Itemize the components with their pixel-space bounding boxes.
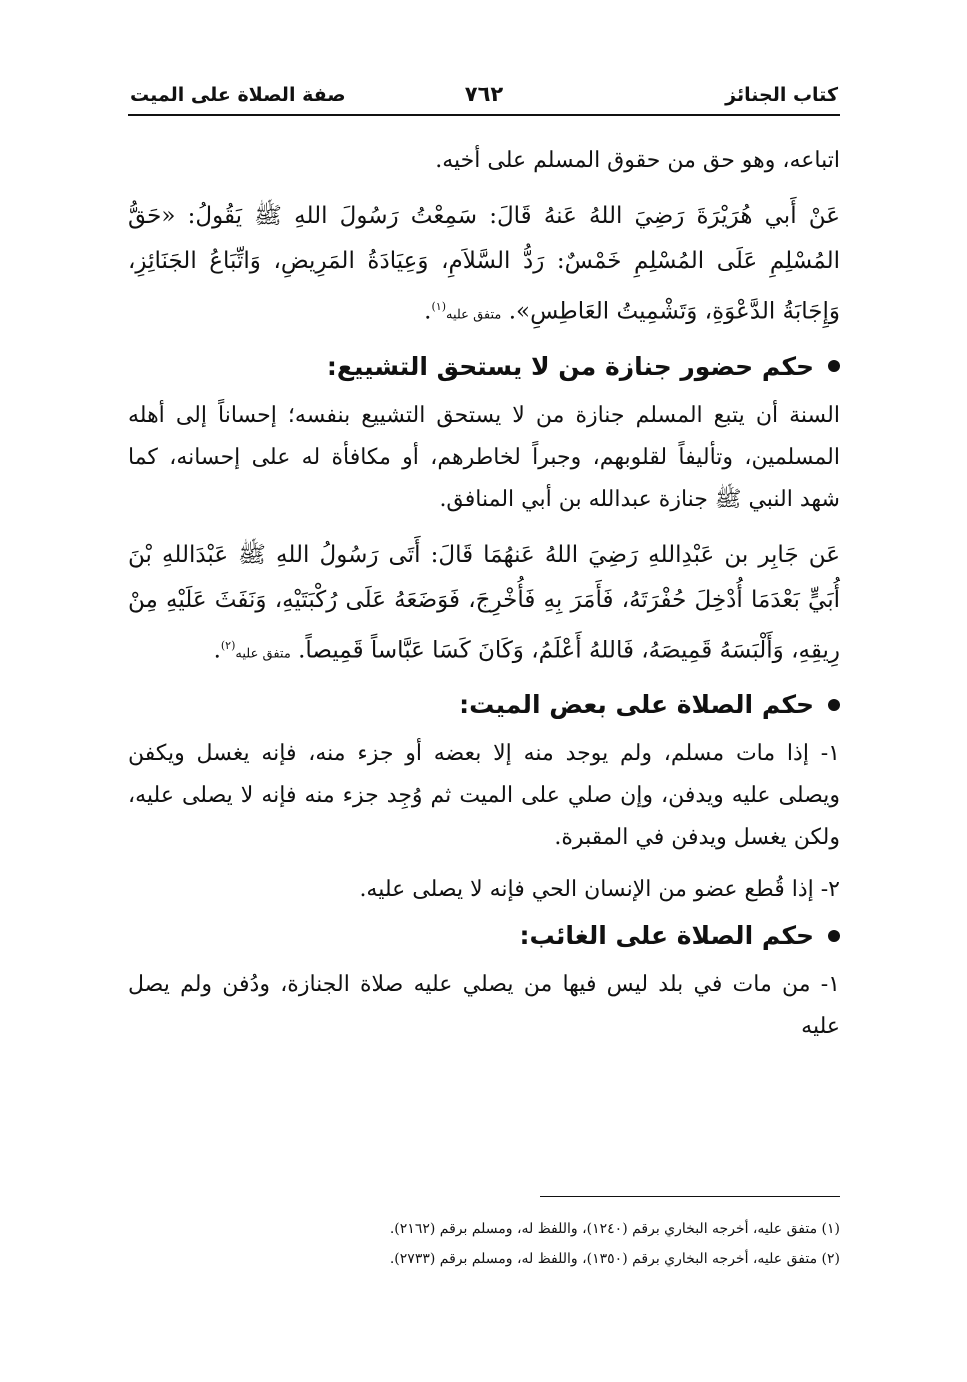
hadith-text: عَنْ أَبي هُرَيْرَةَ رَضِيَ اللهُ عَنهُ قَالَ: سَمِعْتُ رَسُولَ اللهِ ﷺ يَقُولُ: «حَقُّ المُسْلِمِ عَلَى المُسْلِمِ خَمْسٌ: رَدُّ السَّلاَمِ، وَعِيَادَةُ المَرِيضِ، وَاتِّبَاعُ الجَنَائِزِ، وَإِجَابَةُ الدَّعْوَةِ، وَتَشْمِيتُ العَاطِسِ». [128, 203, 840, 325]
footnote-ref: (١) [431, 300, 446, 313]
bullet-icon [828, 360, 840, 372]
page-number: ٧٦٢ [464, 82, 504, 106]
footnote: (١) متفق عليه، أخرجه البخاري برقم (١٢٤٠)، واللفظ له، ومسلم برقم (٢١٦٢). [389, 1221, 840, 1237]
bullet-icon [828, 930, 840, 942]
hadith-attribution: متفق عليه [235, 646, 291, 662]
hadith-attribution: متفق عليه [445, 307, 502, 323]
section-heading [128, 690, 840, 719]
footnotes [128, 1214, 840, 1274]
chapter-title: صفة الصلاة على الميت [130, 84, 346, 106]
page-content [128, 140, 840, 1058]
heading-text: حكم الصلاة على بعض الميت: [459, 690, 814, 720]
footnote: (٢) متفق عليه، أخرجه البخاري برقم (١٣٥٠)، واللفظ له، ومسلم برقم (٢٧٣٣). [389, 1251, 840, 1267]
intro-line: اتباعه، وهو حق من حقوق المسلم على أخيه. [435, 148, 840, 173]
heading-text: حكم حضور جنازة من لا يستحق التشييع: [326, 351, 814, 381]
heading-text: حكم الصلاة على الغائب: [519, 921, 814, 951]
section-heading [128, 921, 840, 950]
hadith-abu-hurayra: عَنْ أَبي هُرَيْرَةَ رَضِيَ اللهُ عَنهُ قَالَ: سَمِعْتُ رَسُولَ اللهِ ﷺ يَقُولُ: «حَقُّ المُسْلِمِ عَلَى المُسْلِمِ خَمْسٌ: رَدُّ السَّلاَمِ، وَعِيَادَةُ المَرِيضِ، وَاتِّبَاعُ الجَنَائِزِ، وَإِجَابَةُ الدَّعْوَةِ، وَتَشْمِيتُ العَاطِسِ». متفق عليه$^{(١)}$. [128, 203, 840, 325]
footnote-divider [540, 1196, 840, 1197]
section-heading [128, 352, 840, 381]
page-header [128, 78, 840, 116]
list-item: ١- من مات في بلد ليس فيها من يصلي عليه صلاة الجنازة، ودُفن ولم يصل عليه [128, 972, 840, 1040]
book-title: كتاب الجنائز [725, 84, 838, 106]
hadith-jabir: عَن جَابِر بن عَبْدِاللهِ رَضِيَ اللهُ عَنهُمَا قَالَ: أَتَى رَسُولُ اللهِ ﷺ عَبْدَاللهِ بْنَ أُبَيٍّ بَعْدَمَا أُدْخِلَ حُفْرَتَهُ، فَأَمَرَ بِهِ فَأُخْرِجَ، فَوَضَعَهُ عَلَى رُكْبَتَيْهِ، وَنَفَثَ عَلَيْهِ مِنْ رِيقِهِ، وَأَلْبَسَهُ قَمِيصَهُ، فَاللهُ أَعْلَمُ، وَكَانَ كَسَا عَبَّاساً قَمِيصاً. متفق عليه$^{(٢)}$. [128, 541, 840, 664]
list-item: ٢- إذا قُطع عضو من الإنسان الحي فإنه لا يصلى عليه. [359, 877, 840, 903]
paragraph: السنة أن يتبع المسلم جنازة من لا يستحق التشييع بنفسه؛ إحساناً إلى أهله المسلمين، وتأليفاً لقلوبهم، وجبراً لخاطرهم، أو مكافأة له على إحسانه، كما شهد النبي ﷺ جنازة عبدالله بن أبي المنافق. [128, 402, 840, 512]
hadith-text: عَن جَابِر بن عَبْدِاللهِ رَضِيَ اللهُ عَنهُمَا قَالَ: أَتَى رَسُولُ اللهِ ﷺ عَبْدَاللهِ بْنَ أُبَيٍّ بَعْدَمَا أُدْخِلَ حُفْرَتَهُ، فَأَمَرَ بِهِ فَأُخْرِجَ، فَوَضَعَهُ عَلَى رُكْبَتَيْهِ، وَنَفَثَ عَلَيْهِ مِنْ رِيقِهِ، وَأَلْبَسَهُ قَمِيصَهُ، فَاللهُ أَعْلَمُ، وَكَانَ كَسَا عَبَّاساً قَمِيصاً. [128, 541, 840, 664]
list-item: ١- إذا مات مسلم، ولم يوجد منه إلا بعضه أو جزء منه، فإنه يغسل ويكفن ويصلى عليه ويدفن، وإن صلي على الميت ثم وُجِد جزء منه فإنه لا يصلى عليه، ولكن يغسل ويدفن في المقبرة. [128, 741, 840, 851]
bullet-icon [828, 699, 840, 711]
footnote-ref: (٢) [220, 638, 236, 652]
